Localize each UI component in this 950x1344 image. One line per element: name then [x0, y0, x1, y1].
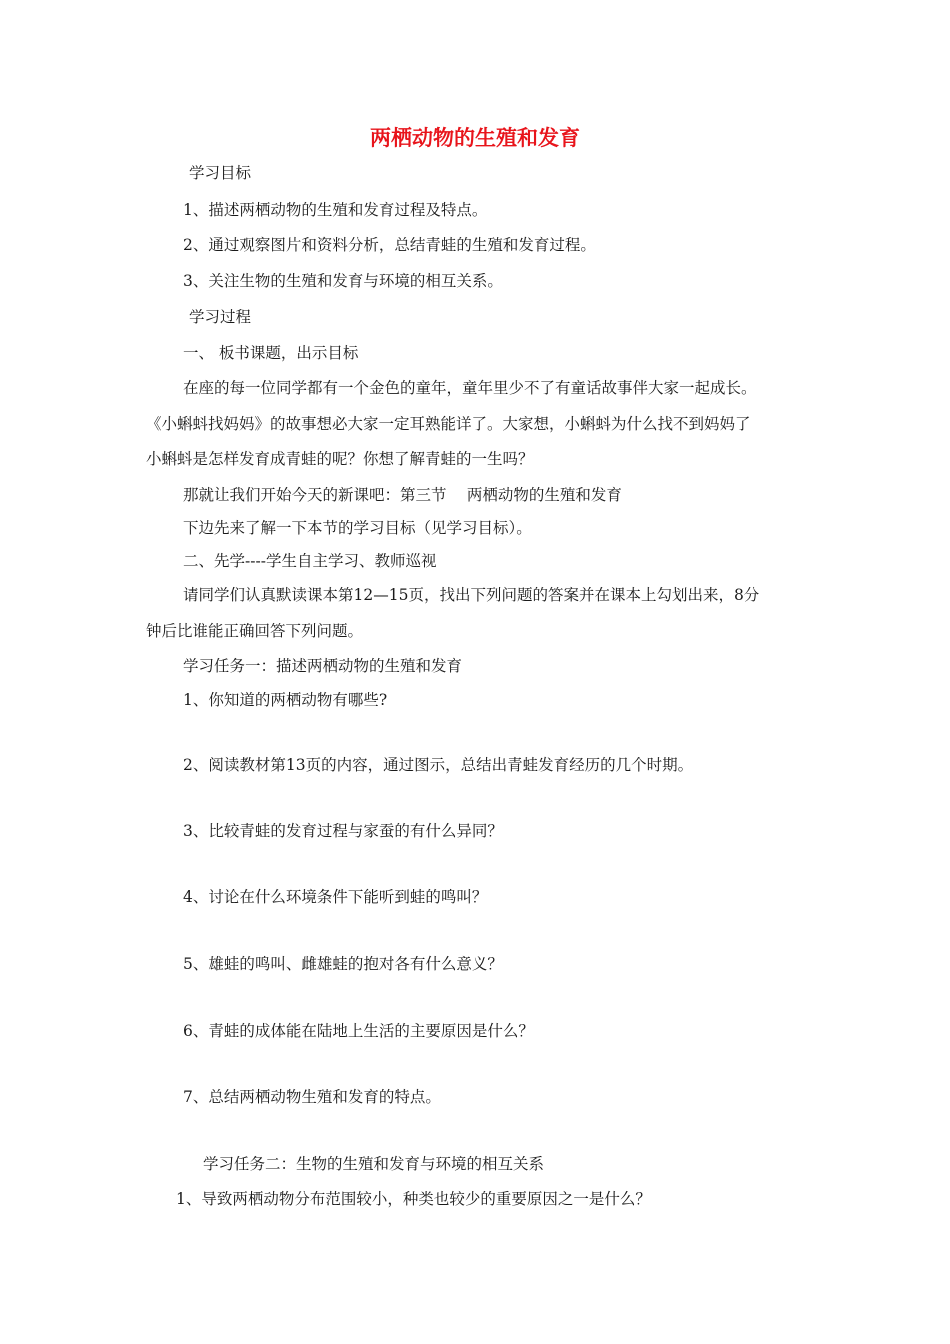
question-item-3: 3、比较青蛙的发育过程与家蚕的有什么异同？ — [183, 822, 503, 840]
goal-item-3: 3、关注生物的生殖和发育与环境的相互关系。 — [183, 272, 503, 290]
question-item-2: 2、阅读教材第13页的内容，通过图示，总结出青蛙发育经历的几个时期。 — [183, 756, 694, 774]
question-item-4: 4、讨论在什么环境条件下能听到蛙的鸣叫？ — [183, 888, 488, 906]
question-item-1: 1、你知道的两栖动物有哪些? — [183, 691, 388, 709]
section-one-heading: 一、 板书课题，出示目标 — [183, 344, 359, 362]
section-two-heading: 二、先学----学生自主学习、教师巡视 — [183, 552, 437, 570]
paragraph-line: 在座的每一位同学都有一个金色的童年，童年里少不了有童话故事伴大家一起成长。 — [183, 379, 757, 397]
paragraph-line: 《小蝌蚪找妈妈》的故事想必大家一定耳熟能详了。大家想，小蝌蚪为什么找不到妈妈了 — [146, 415, 751, 433]
heading-learning-goals: 学习目标 — [189, 164, 252, 182]
task-two-heading: 学习任务二：生物的生殖和发育与环境的相互关系 — [203, 1155, 545, 1173]
paragraph-line: 那就让我们开始今天的新课吧：第三节 两栖动物的生殖和发育 — [183, 486, 622, 504]
paragraph-line: 小蝌蚪是怎样发育成青蛙的呢？你想了解青蛙的一生吗？ — [146, 450, 534, 468]
goal-item-2: 2、通过观察图片和资料分析，总结青蛙的生殖和发育过程。 — [183, 236, 596, 254]
question-item-5: 5、雄蛙的鸣叫、雌雄蛙的抱对各有什么意义？ — [183, 955, 503, 973]
paragraph-line: 钟后比谁能正确回答下列问题。 — [146, 622, 364, 640]
question-item-7: 7、总结两栖动物生殖和发育的特点。 — [183, 1088, 441, 1106]
paragraph-line: 请同学们认真默读课本第12—15页，找出下列问题的答案并在课本上勾划出来，8分 — [183, 586, 760, 604]
goal-item-1: 1、描述两栖动物的生殖和发育过程及特点。 — [183, 201, 488, 219]
task-one-heading: 学习任务一：描述两栖动物的生殖和发育 — [183, 657, 463, 675]
document-title: 两栖动物的生殖和发育 — [370, 126, 580, 150]
heading-learning-process: 学习过程 — [189, 308, 252, 326]
task-two-question-1: 1、导致两栖动物分布范围较小，种类也较少的重要原因之一是什么？ — [176, 1190, 651, 1208]
paragraph-line: 下边先来了解一下本节的学习目标（见学习目标）。 — [183, 519, 532, 537]
question-item-6: 6、青蛙的成体能在陆地上生活的主要原因是什么？ — [183, 1022, 534, 1040]
